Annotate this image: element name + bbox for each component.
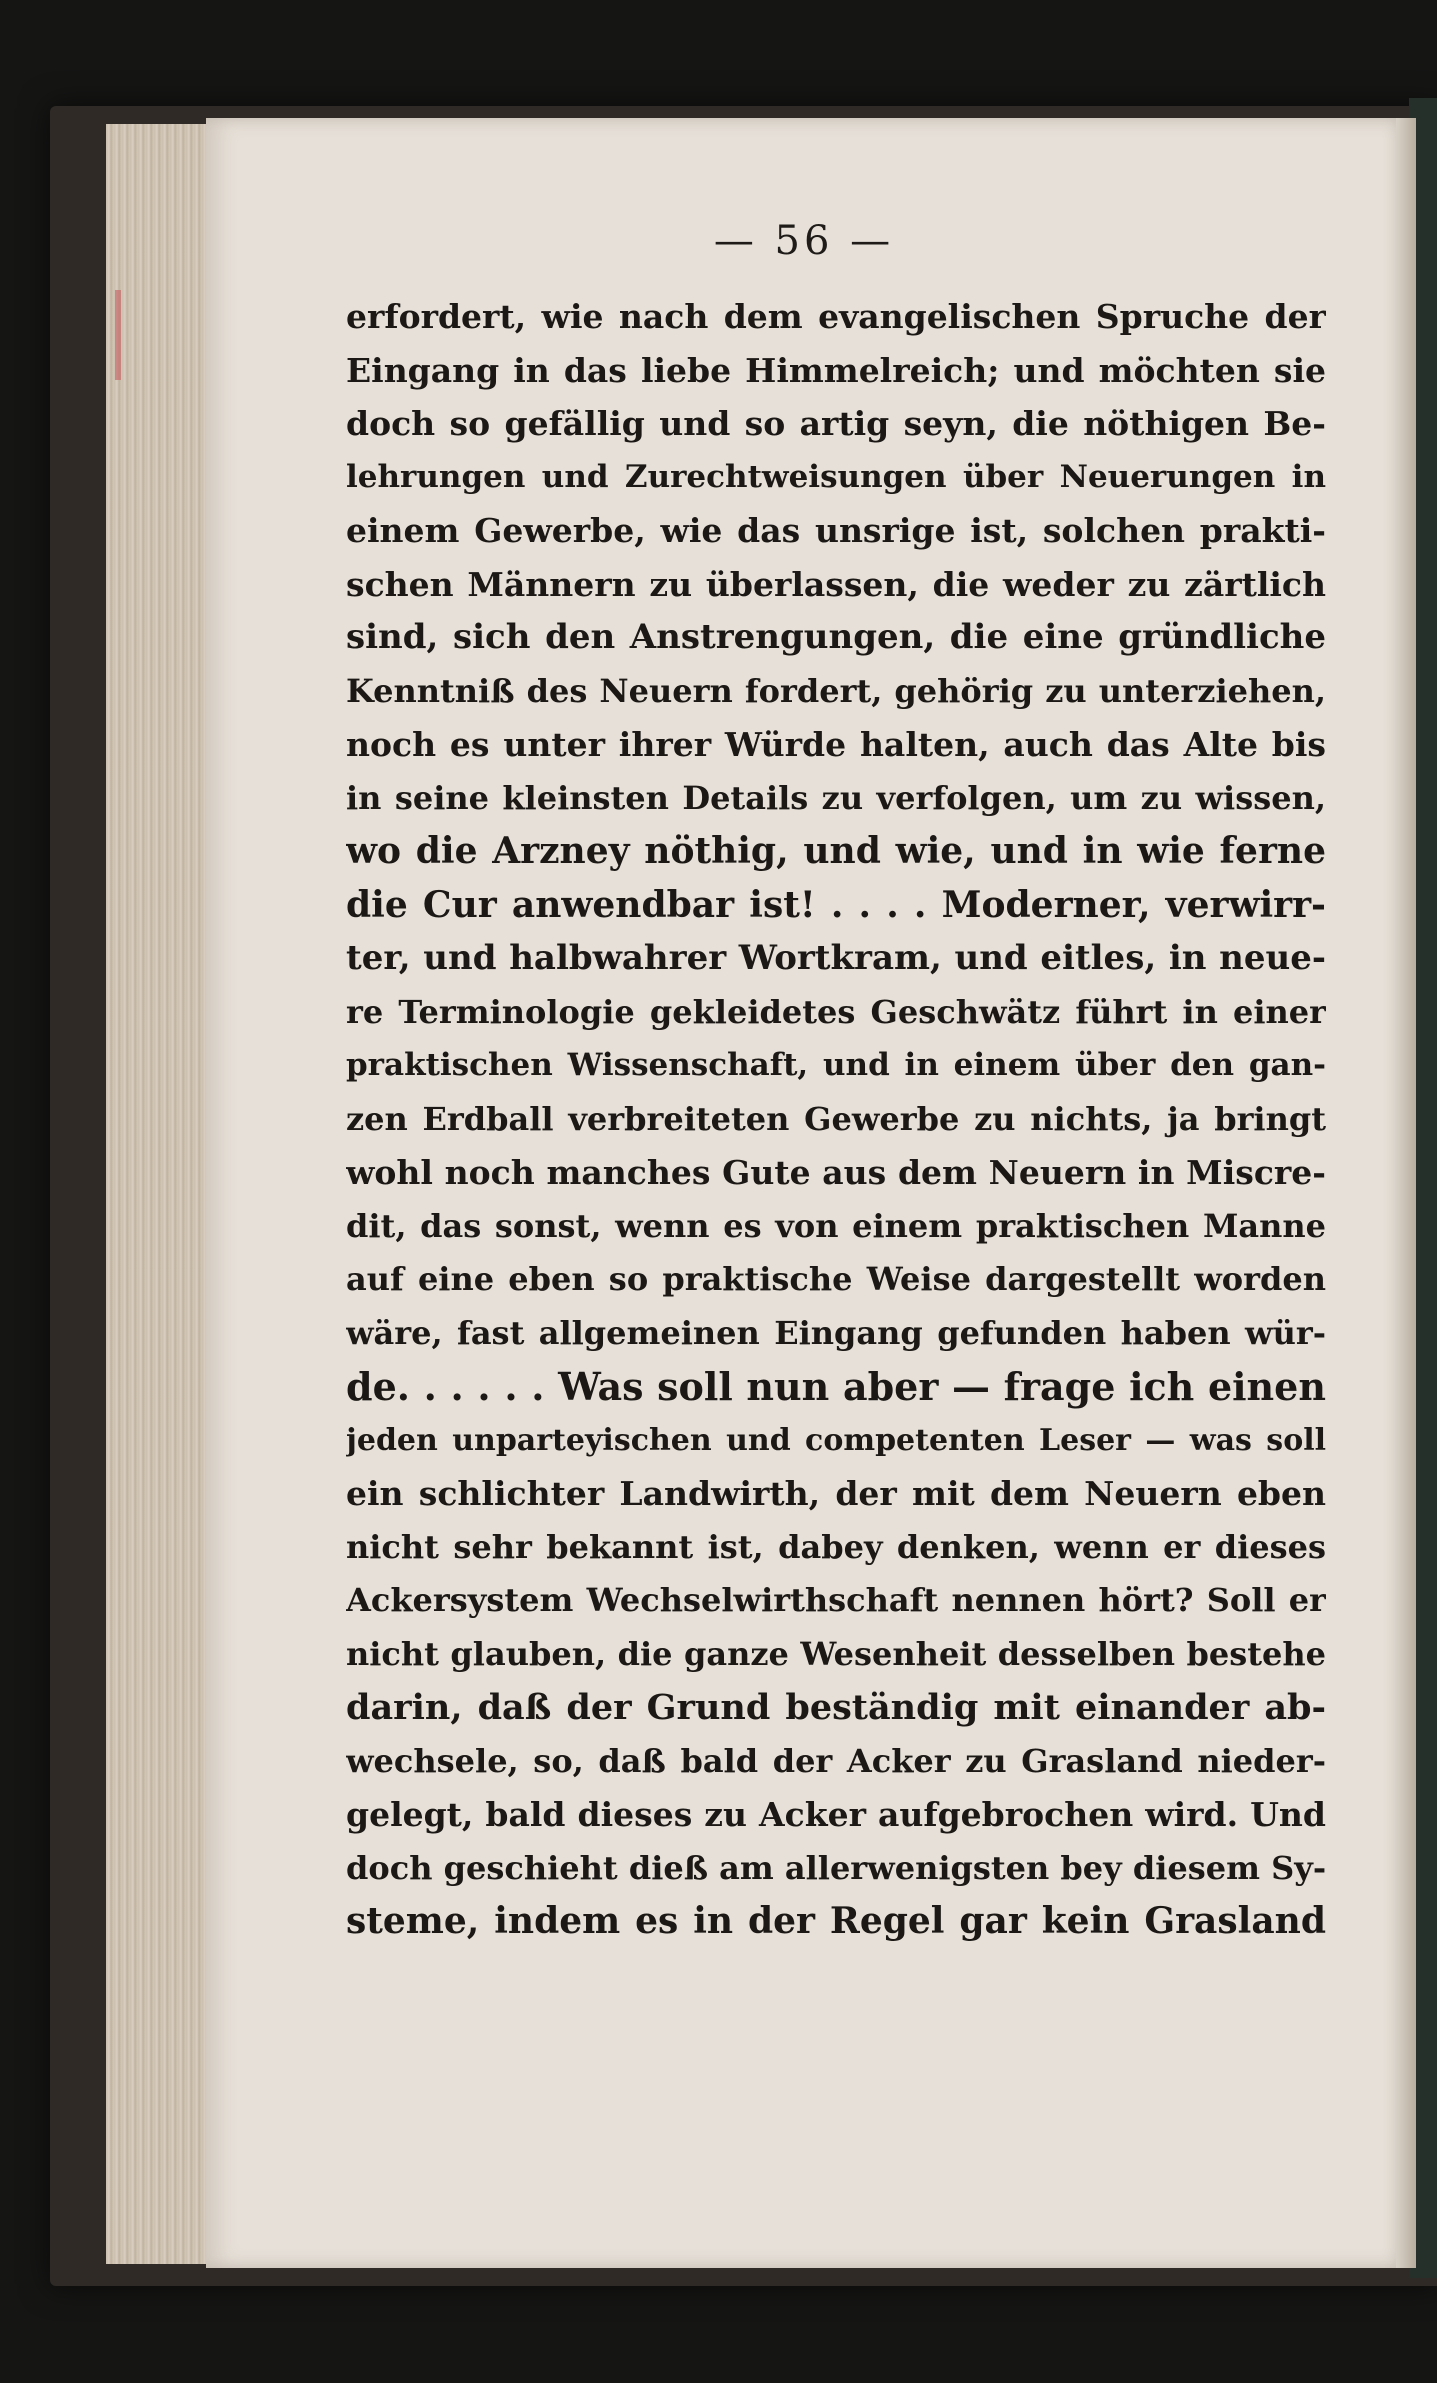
book-page xyxy=(206,118,1402,2268)
text-line: dit, das sonst, wenn es von einem praktischen Manne xyxy=(346,1206,1326,1245)
page-number: — 56 — xyxy=(713,218,895,264)
text-line: ein schlichter Landwirth, der mit dem Neuern eben xyxy=(346,1474,1326,1513)
text-line: de. . . . . . Was soll nun aber — frage ich einen xyxy=(346,1364,1326,1409)
text-line: nicht sehr bekannt ist, dabey denken, wenn er dieses xyxy=(346,1527,1326,1566)
text-line: steme, indem es in der Regel gar kein Grasland xyxy=(346,1900,1326,1942)
bookmark-stain xyxy=(115,290,121,380)
text-line: wäre, fast allgemeinen Eingang gefunden haben wür- xyxy=(346,1313,1326,1352)
text-line: Kenntniß des Neuern fordert, gehörig zu unterziehen, xyxy=(346,671,1326,710)
text-line: doch geschieht dieß am allerwenigsten bey diesem Sy- xyxy=(346,1848,1326,1887)
text-line: in seine kleinsten Details zu verfolgen, um zu wissen, xyxy=(346,778,1326,817)
text-line: Eingang in das liebe Himmelreich; und möchten sie xyxy=(346,350,1326,390)
text-line: wo die Arzney nöthig, und wie, und in wie ferne xyxy=(346,830,1326,872)
text-line: jeden unparteyischen und competenten Leser — was soll xyxy=(346,1422,1326,1458)
text-line: zen Erdball verbreiteten Gewerbe zu nichts, ja bringt xyxy=(346,1099,1326,1138)
text-line: doch so gefällig und so artig seyn, die nöthigen Be- xyxy=(346,404,1326,443)
text-line: schen Männern zu überlassen, die weder zu zärtlich xyxy=(346,564,1326,604)
text-line: praktischen Wissenschaft, und in einem über den gan- xyxy=(346,1047,1326,1083)
text-line: gelegt, bald dieses zu Acker aufgebrochen wird. Und xyxy=(346,1795,1326,1834)
text-line: wohl noch manches Gute aus dem Neuern in Miscre- xyxy=(346,1153,1326,1192)
text-line: lehrungen und Zurechtweisungen über Neuerungen in xyxy=(346,458,1326,495)
text-line: auf eine eben so praktische Weise dargestellt worden xyxy=(346,1260,1326,1298)
text-line: ter, und halbwahrer Wortkram, und eitles, in neue- xyxy=(346,938,1326,978)
page-gutter xyxy=(1396,118,1416,2268)
page-edges xyxy=(106,124,212,2264)
text-line: darin, daß der Grund beständig mit einander ab- xyxy=(346,1687,1326,1728)
text-line: wechsele, so, daß bald der Acker zu Grasland nieder- xyxy=(346,1741,1326,1780)
text-line: die Cur anwendbar ist! . . . . Moderner, verwirr- xyxy=(346,883,1326,926)
text-line: sind, sich den Anstrengungen, die eine gründliche xyxy=(346,617,1326,657)
text-line: re Terminologie gekleidetes Geschwätz führt in einer xyxy=(346,992,1326,1031)
text-line: einem Gewerbe, wie das unsrige ist, solchen prakti- xyxy=(346,511,1326,550)
text-line: erfordert, wie nach dem evangelischen Spruche der xyxy=(346,297,1326,336)
text-line: nicht glauben, die ganze Wesenheit desselben bestehe xyxy=(346,1634,1326,1673)
text-line: noch es unter ihrer Würde halten, auch das Alte bis xyxy=(346,725,1326,764)
page-text xyxy=(346,290,1326,1949)
text-line: Ackersystem Wechselwirthschaft nennen hört? Soll er xyxy=(346,1581,1326,1619)
